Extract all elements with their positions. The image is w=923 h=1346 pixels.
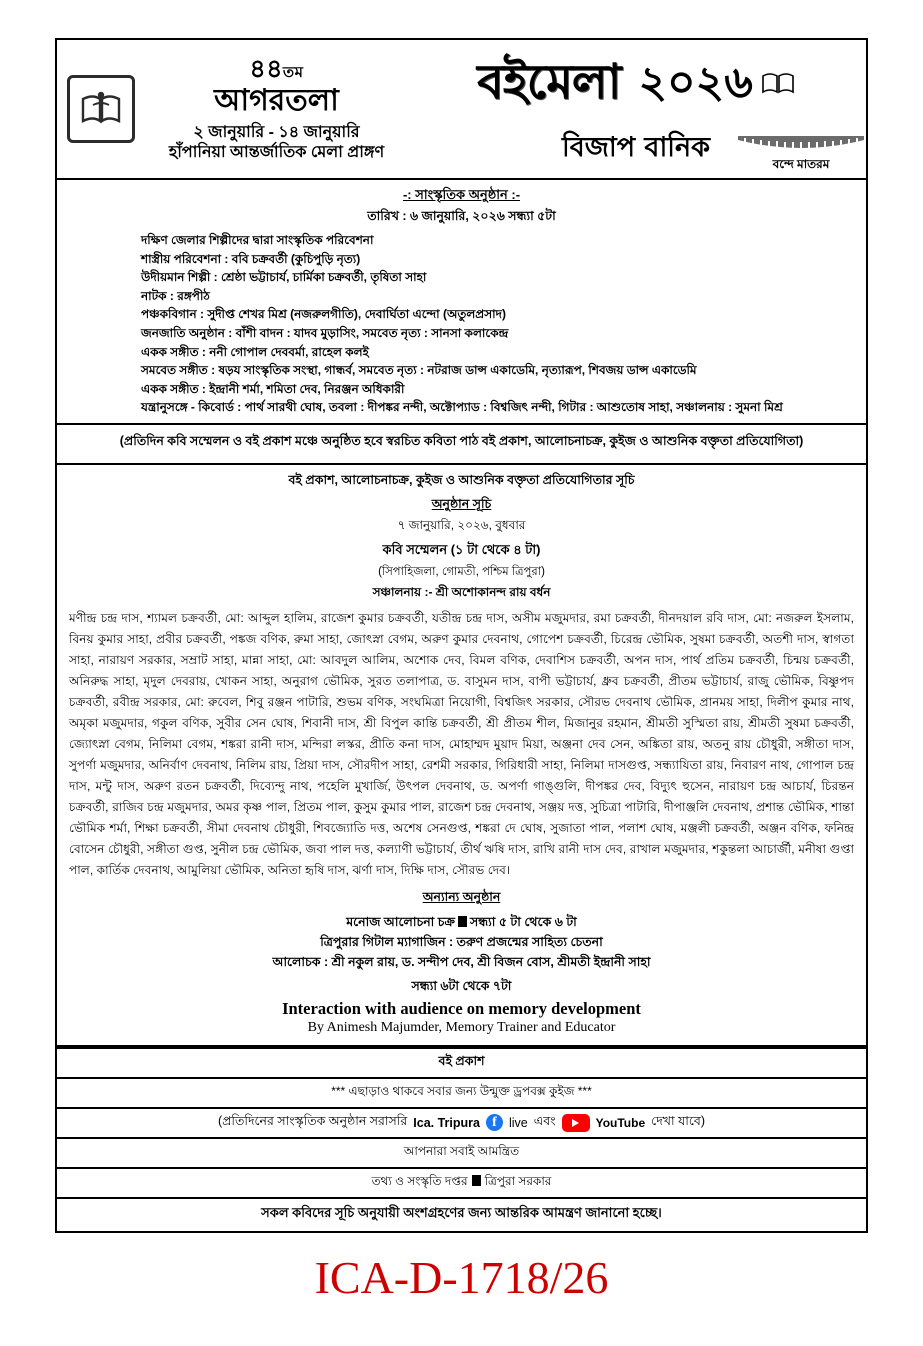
poets-meet-host: সঞ্চালনায় :- শ্রী অশোকানন্দ রায় বর্ধন: [372, 584, 551, 599]
schedule-section: [57, 465, 866, 1047]
live-prefix: (প্রতিদিনের সাংস্কৃতিক অনুষ্ঠান সরাসরি: [217, 1113, 408, 1128]
header-right-block: [412, 40, 866, 178]
youtube-icon[interactable]: [562, 1114, 590, 1132]
interaction-presenter: By Animesh Majumder, Memory Trainer and Educator: [307, 1019, 616, 1035]
speakers-value: শ্রী নকুল রায়, ড. সন্দীপ দেব, শ্রী বিজন বোস, শ্রীমতী ইন্দ্রানী সাহা: [331, 954, 651, 969]
separator-block-icon: [458, 916, 467, 927]
cultural-row: জনজাতি অনুষ্ঠান : বাঁশী বাদন : যাদব মুড়াসিং, সমবেত নৃত্য : সানসা কলাকেন্দ্র: [141, 325, 509, 340]
edition-suffix: তম: [282, 64, 304, 82]
cultural-title: -: সাংস্কৃতিক অনুষ্ঠান :-: [402, 187, 521, 202]
fair-year: ২০২৬: [638, 57, 753, 108]
fair-dates: ২ জানুয়ারি - ১৪ জানুয়ারি: [193, 124, 360, 142]
closing-band: সকল কবিদের সূচি অনুযায়ী অংশগ্রহণের জন্য আন্তরিক আমন্ত্রণ জানানো হচ্ছে।: [57, 1197, 866, 1231]
schedule-heading: বই প্রকাশ, আলোচনাচক্র, কুইজ ও আশুনিক বক্তৃতা প্রতিযোগিতার সূচি: [288, 472, 635, 487]
motto-text: বন্দে মাতরম: [772, 157, 830, 171]
cultural-row: শাস্ত্রীয় পরিবেশনা : ববি চক্রবর্তী (কুচিপুড়ি নৃত্য): [141, 251, 361, 266]
sunburst-decoration: [738, 136, 864, 156]
book-release-band: বই প্রকাশ: [57, 1047, 866, 1077]
participant-names-list: মণীন্দ্র চন্দ্র দাস, শ্যামল চক্রবর্তী, মো: আব্দুল হালিম, রাজেশ কুমার চক্রবর্তী, যতীন্দ্র চন্দ্র দাস, অসীম মজুমদার, রমা চক্রবর্তী, দীনদয়াল রবি দাস, মো: নজরুল ইসলাম, বিনয় কুমার সাহা, প্রবীর চক্রবর্তী, পঙ্কজ বণিক, রুমা সাহা, জোৎস্না বেগম, অরুণ কুমার দেবনাথ, গোপেশ চক্রবর্তী, চিরেন্দ্র ভৌমিক, সুষমা চক্রবর্তী, অতশী দাস, স্বাগতা সাহা, নারায়ণ সরকার, সম্রাট সাহা, মান্না সাহা, মো: আবদুল আলিম, অশোক দেব, বিমল বণিক, দেবাশিস চক্রবর্তী, অপন দাস, পার্থ প্রতিম চক্রবর্তী, চিন্ময় চক্রবর্তী, অনিরুদ্ধ সাহা, মৃদুল দেবরায়, খোকন সাহা, অনুরাগ ভৌমিক, সুরত তলাপাত্র, ড. বাসুমন দাস, বাপী ভট্টাচার্য, ধ্রুব চক্রবর্তী, প্রীতম ভট্টাচার্য, রাজু ভৌমিক, বিষ্ণুপদ চক্রবর্তী, রবীন্দ্র সরকার, মো: রুবেল, শিবু রঞ্জন পাটারি, শুভম বণিক, সংঘমিত্রা নিয়োগী, বিশ্বজিৎ সরকার, সৌরভ দেবনাথ ভৌমিক, প্রানময় সাহা, দিলীপ কুমার নাথ, অমৃকা মজুমদার, গকুল বণিক, সুবীর সেন ঘোষ, শিবানী দাস, শ্রী বিপুল কান্তি চক্রবর্তী, শ্রী প্রীতম শীল, মিজানুর রহমান, শ্রীমতী সুস্মিতা রায়, শ্রীমতী সুষমা চক্রবর্তী, জ্যোৎস্না বেগম, নিলিমা বেগম, শঙ্করা রানী দাস, মন্দিরা লস্কর, প্রীতি কনা দাস, মোহাম্মদ মুয়াদ মিয়া, অঞ্জনা দেব সেন, অঙ্কিতা রায়, অতনু রায় চৌধুরী, সঙ্গীতা দাস, সুপর্ণা মজুমদার, অনির্বাণ দেবনাথ, নিলিম রায়, প্রিয়া দাস, সৌরদীপ সাহা, রেশমী সরকার, গিরিধারী সাহা, নিলিমা দাসগুপ্ত, সন্ধ্যাযিতা রায়, নিবারণ নাথ, গোপাল চন্দ্র দাস, মন্টু দাস, অরুণ রতন চক্রবর্তী, দিব্যেন্দু নাথ, পহেলি মুখার্জি, উৎপল দেবনাথ, ড. অপর্ণা গাঙ্গুলি, দীপঙ্কর দেব, বিদ্যুৎ হুসেন, নারায়ণ চন্দ্র আচার্য, চিরন্তন চক্রবর্তী, রাজিব চন্দ্র মজুমদার, অমর কৃষ্ণ পাল, প্রিতম পাল, কুসুম কুমার পাল, রাজেশ চন্দ্র দেবনাথ, সঞ্জয় দত্ত, সুচিত্রা পাটারি, দীপাঞ্জলি দেবনাথ, প্রশান্ত ভৌমিক, শান্তা ভৌমিক শর্মা, শিক্ষা চক্রবর্তী, সীমা দেবনাথ চৌধুরী, শিবজ্যোতি দত্ত, অশেষ সেনগুপ্ত, শঙ্করা দে ঘোষ, সুজাতা পাল, পলাশ ঘোষ, মঞ্জলী চক্রবর্তী, অঞ্জন বণিক, ফনিন্দ্র বোসেন চৌধুরী, সঙ্গীতা গুপ্ত, সুনীল চন্দ্র ভৌমিক, জবা পাল দত্ত, কল্যাণী ভট্টাচার্য, তীর্থ ঋষি দাস, রাখি রানী দাস দেব, রাখাল মজুমদার, শকুন্তলা আচার্জী, মনীষা গুপ্তা পাল, কার্তিক দেবনাথ, আমুলিয়া ভৌমিক, অনিতা হৃষি দাস, ঝর্ণা দাস, দিক্ষি দাস, সৌরভ দেব।: [69, 610, 854, 877]
daily-notice-section: [57, 425, 866, 465]
header-left-text: [145, 55, 408, 163]
poets-meet-districts: (সিপাহিজলা, গোমতী, পশ্চিম ত্রিপুরা): [378, 565, 545, 578]
cultural-date: তারিখ : ৬ জানুয়ারি, ২০২৬ সন্ধ্যা ৫টা: [367, 209, 556, 223]
cultural-row: উদীয়মান শিল্পী : শ্রেষ্ঠা ভট্টাচার্য, চার্মিকা চক্রবর্তী, তৃষিতা সাহা: [141, 270, 427, 285]
cultural-row: পঞ্চকবিগান : সুদীপ্ত শেখর মিশ্র (নজরুলগীতি), দেবার্ঘিতা এন্দো (অতুলপ্রসাদ): [141, 307, 506, 322]
header-left-block: [57, 40, 412, 178]
live-word: live: [508, 1115, 528, 1130]
department-band: [57, 1167, 866, 1197]
fair-title: বইমেলা: [477, 54, 621, 110]
discussion-time: সন্ধ্যা ৫ টা থেকে ৬ টা: [469, 914, 577, 929]
poets-meet-title: কবি সম্মেলন (১ টা থেকে ৪ টা): [382, 541, 541, 557]
speakers-label: আলোচক :: [272, 954, 329, 969]
cultural-rows: [67, 231, 856, 417]
daily-notice-text: (প্রতিদিন কবি সম্মেলন ও বই প্রকাশ মঞ্চে অনুষ্ঠিত হবে স্বরচিত কবিতা পাঠ বই প্রকাশ, আলোচনাচক্র, কুইজ ও আশুনিক বক্তৃতা প্রতিযোগিতা): [119, 433, 804, 448]
cultural-row: সমবেত সঙ্গীত : ষড়য সাংস্কৃতিক সংস্থা, গান্ধর্ব, সমবেত নৃত্য : নটরাজ ডান্স একাডেমি, নৃত্যারূপ, শিবজয় ডান্স একাডেমি: [141, 363, 697, 378]
edition-line: [145, 55, 408, 85]
live-and: এবং: [533, 1113, 556, 1128]
department-right: ত্রিপুরা সরকার: [484, 1173, 552, 1188]
cultural-row: যন্ত্রানুসঙ্গে - কিবোর্ড : পার্থ সারথী ঘোষ, তবলা : দীপঙ্কর নন্দী, অক্টোপ্যাড : বিশ্বজিৎ নন্দী, গিটার : আশুতোষ সাহা, সঞ্চালনায় : সুমনা মিশ্র: [141, 400, 783, 415]
facebook-icon[interactable]: f: [486, 1114, 503, 1131]
cultural-row: একক সঙ্গীত : ইন্দ্রানী শর্মা, শমিতা দেব, নিরঞ্জন অধিকারী: [141, 381, 405, 396]
invite-band: আপনারা সবাই আমন্ত্রিত: [57, 1137, 866, 1167]
motto-block: [738, 136, 864, 176]
live-band: [57, 1107, 866, 1137]
live-row: [63, 1113, 860, 1133]
other-program-line-1: [67, 912, 856, 932]
department-left: তথ্য ও সংস্কৃতি দপ্তর: [371, 1173, 468, 1188]
open-book-logo-icon: [67, 75, 135, 143]
live-suffix: দেখা যাবে): [651, 1113, 706, 1128]
interaction-time: সন্ধ্যা ৬টা থেকে ৭টা: [411, 978, 512, 993]
poster: [55, 38, 868, 1233]
cultural-row: নাটক : রঙ্গপীঠ: [141, 288, 210, 303]
fair-venue: হাঁপানিয়া আন্তর্জাতিক মেলা প্রাঙ্গণ: [168, 143, 385, 161]
cultural-program-section: [57, 180, 866, 425]
poster-header: [57, 40, 866, 180]
open-book-icon: [761, 70, 795, 101]
edition-number: ৪৪: [249, 55, 283, 84]
city-name: আগরতলা: [214, 83, 339, 117]
live-handle: Ica. Tripura: [413, 1115, 480, 1130]
other-program-line-3: [67, 952, 856, 972]
program-schedule-label: অনুষ্ঠান সূচি: [431, 496, 492, 511]
discussion-label: মনোজ আলোচনা চক্র: [346, 914, 455, 929]
separator-block-icon: [472, 1175, 481, 1186]
youtube-label: YouTube: [595, 1115, 646, 1130]
cultural-subtitle: দক্ষিণ জেলার শিল্পীদের দ্বারা সাংস্কৃতিক পরিবেশনা: [141, 233, 374, 247]
document-id: ICA-D-1718/26: [314, 1251, 609, 1303]
other-program-line-2: ত্রিপুরার গিটাল ম্যাগাজিন : তরুণ প্রজন্মের সাহিত্য চেতনা: [320, 934, 603, 949]
quiz-band: *** এছাড়াও থাকবে সবার জন্য উন্মুক্ত ড্রপবক্স কুইজ ***: [57, 1077, 866, 1107]
cultural-row: একক সঙ্গীত : ননী গোপাল দেববর্মা, রাহেল কলই: [141, 344, 369, 359]
schedule-date: ৭ জানুয়ারি, ২০২৬, বুধবার: [397, 517, 526, 532]
organizer-name: বিজাপ বানিক: [561, 132, 711, 163]
other-programs-title: অন্যান্য অনুষ্ঠান: [422, 889, 501, 904]
interaction-title: Interaction with audience on memory development: [282, 998, 641, 1018]
fair-title-line: [412, 46, 860, 125]
